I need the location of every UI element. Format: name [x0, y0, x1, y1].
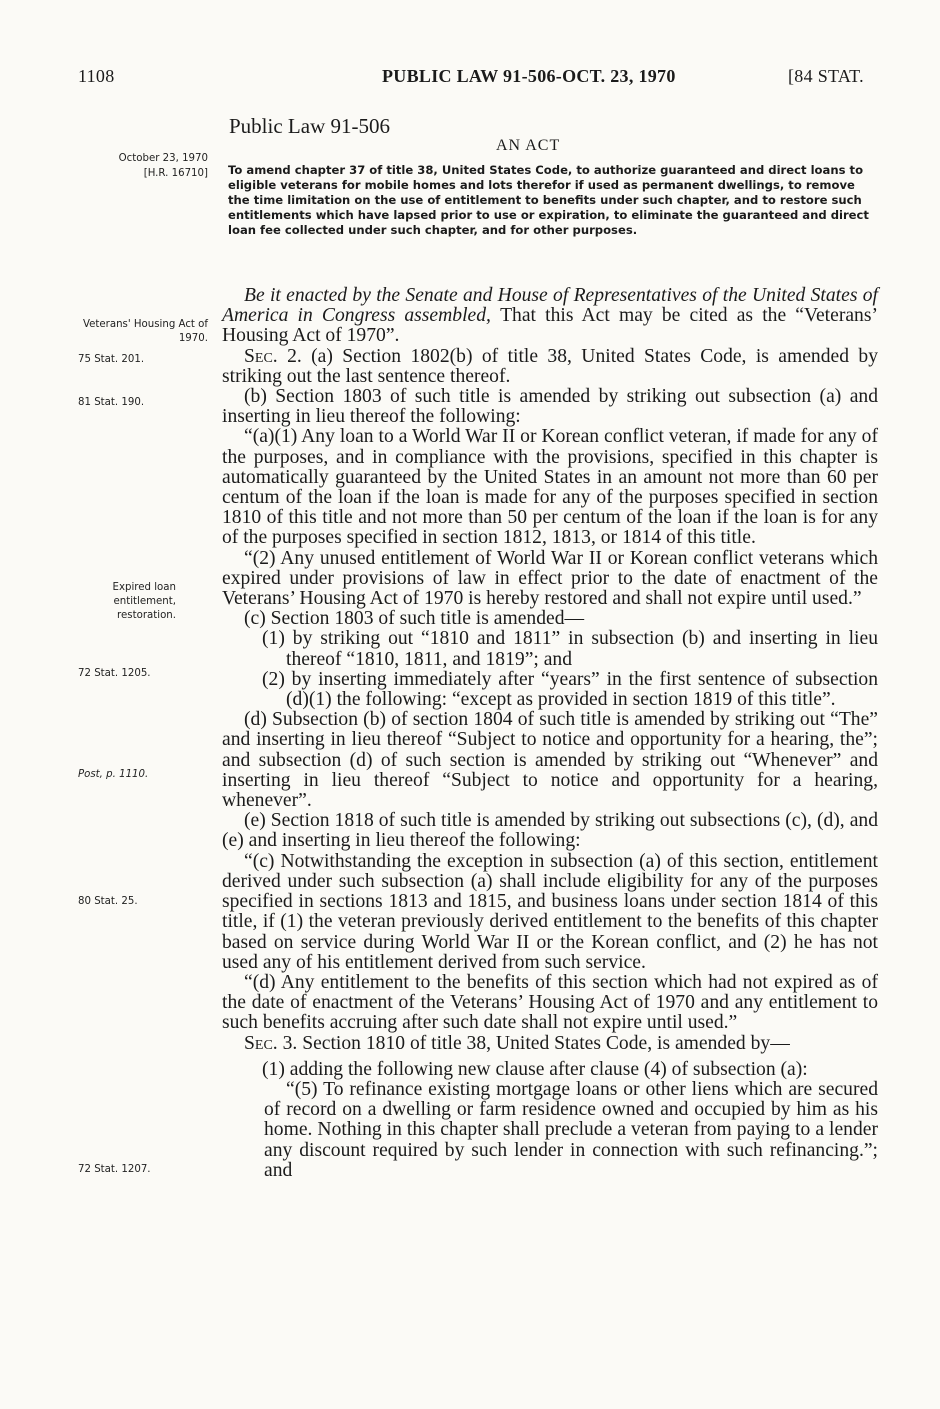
clause-c2: (2) by inserting immediately after “years” in the first sentence of subsection (d)(1) the following: “except as provided in section 1819 of this title”.: [262, 668, 878, 711]
section-2b: (b) Section 1803 of such title is amended by striking out subsection (a) and inserting in lieu thereof the following:: [222, 386, 878, 428]
clause-3-1: (1) adding the following new clause after clause (4) of subsection (a):: [262, 1058, 808, 1080]
side-note-date: October 23, 1970: [118, 153, 208, 164]
side-note-bill: [H.R. 16710]: [143, 168, 208, 179]
page-number: 1108: [78, 66, 115, 86]
volume-citation: [84 STAT.: [788, 66, 864, 86]
side-note-cite-75-stat-201: 75 Stat. 201.: [78, 354, 145, 365]
running-title: PUBLIC LAW 91-506-OCT. 23, 1970: [382, 66, 676, 86]
subsection-d-new: “(d) Any entitlement to the benefits of this section which had not expired as of the date of enactment of the Veterans’ Housing Act of 1970 and any entitlement to such benefits accruing after such date shall not expire until used.”: [222, 971, 878, 1034]
section-3-label: Sec. 3.: [244, 1032, 298, 1054]
side-note-cite-72-stat-1207: 72 Stat. 1207.: [78, 1164, 151, 1175]
section-2-label: Sec. 2.: [244, 345, 302, 367]
enacting-clause: [222, 286, 878, 347]
subsection-a2: “(2) Any unused entitlement of World War II or Korean conflict veterans which expired under provisions of law in effect prior to the date of enactment of the Veterans’ Housing Act of 1970 is hereby restored and shall not expire until used.”: [222, 547, 878, 610]
section-2e: (e) Section 1818 of such title is amended by striking out subsections (c), (d), and (e) and inserting in lieu thereof the following:: [222, 810, 878, 852]
side-note-cite-81-stat-190: 81 Stat. 190.: [78, 397, 145, 408]
clause-3-5: “(5) To refinance existing mortgage loans or other liens which are secured of record on a dwelling or farm residence owned and occupied by him as his home. Nothing in this chapter shall preclude a veteran from paying to a lender any discount required by such lender in connection with such refinancing.”; and: [264, 1078, 878, 1181]
subsection-a1: “(a)(1) Any loan to a World War II or Korean conflict veteran, if made for any of the purposes, and in compliance with the provisions, specified in this chapter is automatically guaranteed by the United States in an amount not more than 60 per centum of the loan if the loan is made for any of the purposes specified in section 1810 of this title and not more than 50 per centum of the loan if the loan is for any of the purposes specified in section 1812, 1813, or 1814 of this title.: [222, 426, 878, 549]
section-2c: (c) Section 1803 of such title is amended—: [244, 608, 585, 630]
side-note-short-title: Veterans' Housing Act of 1970.: [82, 319, 208, 344]
an-act-heading: AN ACT: [496, 137, 561, 154]
side-note-cite-72-stat-1205: 72 Stat. 1205.: [78, 668, 151, 679]
section-2a-text: (a) Section 1802(b) of title 38, United States Code, is amended by striking out the last sentence thereof.: [222, 345, 878, 387]
act-body: [222, 286, 878, 1181]
side-note-post: Post, p. 1110.: [78, 769, 149, 780]
law-title: Public Law 91-506: [229, 114, 390, 138]
enacting-clause-italic: Be it enacted by the Senate and House of Representatives of the United States of America in Congress assembled,: [222, 285, 878, 327]
clause-c1: (1) by striking out “1810 and 1811” in subsection (b) and inserting in lieu thereof “1810, 1811, and 1819”; and: [262, 628, 878, 670]
enacting-clause-rest: That this Act may be cited as the “Veterans’ Housing Act of 1970”.: [222, 305, 878, 347]
act-purpose: To amend chapter 37 of title 38, United States Code, to authorize guaranteed and direct loans to eligible veterans for mobile homes and lots therefor if used as permanent dwellings, to remove the time limitation on the use of entitlement to benefits under such chapter, and to restore such entitlements which have lapsed prior to use or expiration, to eliminate the guaranteed and direct loan fee collected under such chapter, and for other purposes.: [228, 163, 869, 237]
section-2a: [222, 347, 878, 387]
section-3-text: Section 1810 of title 38, United States Code, is amended by—: [302, 1032, 790, 1054]
side-note-expired-loan: Expired loan entitlement, restoration.: [112, 582, 176, 621]
section-2d: (d) Subsection (b) of section 1804 of such title is amended by striking out “The” and inserting in lieu thereof “Subject to notice and opportunity for a hearing, the”; and subsection (d) of such section is amended by striking out “Whenever” and inserting in lieu thereof “Subject to notice and opportunity for a hearing, whenever”.: [222, 709, 878, 812]
subsection-c-new: “(c) Notwithstanding the exception in subsection (a) of this section, entitlement derived under such subsection (a) shall include eligibility for any of the purposes specified in sections 1813 and 1815, and business loans under section 1814 of this title, if (1) the veteran previously derived entitlement to the benefits of this chapter based on service during World War II or the Korean conflict, and (2) he has not used any of his entitlement derived from such service.: [222, 850, 878, 973]
side-note-cite-80-stat-25: 80 Stat. 25.: [78, 896, 138, 907]
section-3: [222, 1034, 878, 1054]
